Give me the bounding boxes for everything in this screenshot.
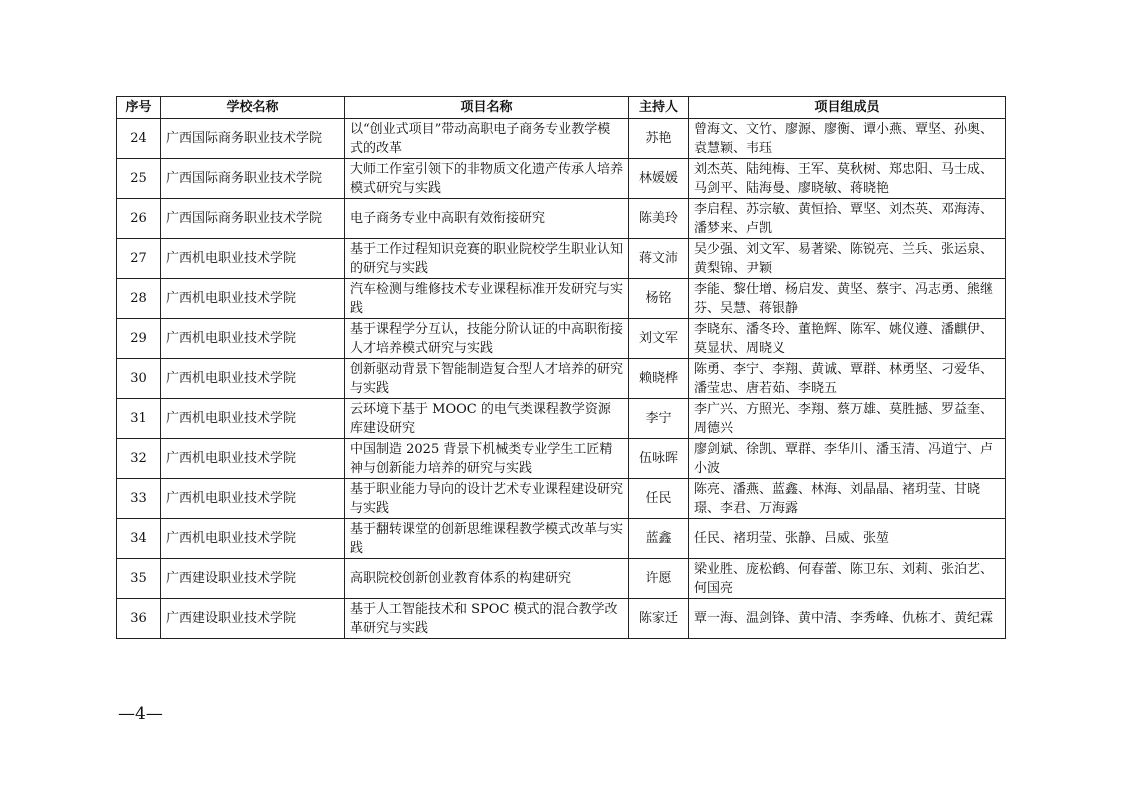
cell-members: 覃一海、温剑锋、黄中清、李秀峰、仇栋才、黄纪霖 [689,599,1006,639]
cell-school-name: 广西机电职业技术学院 [161,319,345,359]
cell-school-name: 广西建设职业技术学院 [161,599,345,639]
cell-project-name: 高职院校创新创业教育体系的构建研究 [345,559,629,599]
cell-host: 赖晓桦 [629,359,689,399]
cell-members: 李广兴、方照光、李翔、蔡万雄、莫胜撼、罗益奎、周德兴 [689,399,1006,439]
cell-members: 李能、黎仕增、杨启发、黄坚、蔡宇、冯志勇、熊继芬、吴慧、蒋银静 [689,279,1006,319]
cell-school-name: 广西机电职业技术学院 [161,479,345,519]
cell-host: 苏艳 [629,119,689,159]
cell-school-name: 广西机电职业技术学院 [161,399,345,439]
header-index: 序号 [117,97,161,119]
table-row [117,119,1006,159]
cell-index: 25 [117,159,161,199]
cell-members: 李晓东、潘冬玲、董艳辉、陈军、姚仪遵、潘麒伊、莫显状、周晓义 [689,319,1006,359]
table-body [117,119,1006,639]
cell-index: 35 [117,559,161,599]
table-row [117,399,1006,439]
cell-school-name: 广西机电职业技术学院 [161,359,345,399]
cell-host: 林媛媛 [629,159,689,199]
cell-project-name: 大师工作室引领下的非物质文化遗产传承人培养模式研究与实践 [345,159,629,199]
cell-project-name: 创新驱动背景下智能制造复合型人才培养的研究与实践 [345,359,629,399]
cell-members: 李启程、苏宗敏、黄恒拾、覃坚、刘杰英、邓海涛、潘梦来、卢凯 [689,199,1006,239]
table-header-row [117,97,1006,119]
project-list-table [116,96,1006,639]
cell-members: 刘杰英、陆纯梅、王军、莫秋树、郑忠阳、马士成、马剑平、陆海曼、廖晓敏、蒋晓艳 [689,159,1006,199]
cell-host: 李宁 [629,399,689,439]
cell-members: 梁业胜、庞松鹤、何春蕾、陈卫东、刘莉、张泊艺、何国亮 [689,559,1006,599]
cell-school-name: 广西机电职业技术学院 [161,279,345,319]
cell-host: 刘文军 [629,319,689,359]
cell-project-name: 电子商务专业中高职有效衔接研究 [345,199,629,239]
cell-project-name: 云环境下基于 MOOC 的电气类课程教学资源库建设研究 [345,399,629,439]
cell-index: 27 [117,239,161,279]
cell-host: 陈美玲 [629,199,689,239]
cell-school-name: 广西建设职业技术学院 [161,559,345,599]
header-host: 主持人 [629,97,689,119]
table-row [117,199,1006,239]
cell-host: 伍咏晖 [629,439,689,479]
cell-members: 曾海文、文竹、廖源、廖衡、谭小燕、覃坚、孙奥、袁慧颖、韦珏 [689,119,1006,159]
table-row [117,439,1006,479]
cell-host: 许愿 [629,559,689,599]
cell-project-name: 基于课程学分互认，技能分阶认证的中高职衔接人才培养模式研究与实践 [345,319,629,359]
header-members: 项目组成员 [689,97,1006,119]
cell-project-name: 以“创业式项目”带动高职电子商务专业教学模式的改革 [345,119,629,159]
table-row [117,279,1006,319]
cell-school-name: 广西国际商务职业技术学院 [161,199,345,239]
cell-members: 吴少强、刘文军、易著梁、陈锐亮、兰兵、张运泉、黄梨锦、尹颖 [689,239,1006,279]
table-row [117,599,1006,639]
cell-school-name: 广西机电职业技术学院 [161,239,345,279]
cell-members: 陈勇、李宁、李翔、黄诚、覃群、林勇坚、刁爱华、潘莹忠、唐若茹、李晓五 [689,359,1006,399]
cell-index: 36 [117,599,161,639]
cell-index: 26 [117,199,161,239]
header-school-name: 学校名称 [161,97,345,119]
cell-index: 29 [117,319,161,359]
cell-host: 蓝鑫 [629,519,689,559]
table-row [117,559,1006,599]
cell-school-name: 广西机电职业技术学院 [161,519,345,559]
table-row [117,319,1006,359]
table-row [117,519,1006,559]
cell-index: 34 [117,519,161,559]
cell-index: 31 [117,399,161,439]
cell-index: 28 [117,279,161,319]
cell-school-name: 广西机电职业技术学院 [161,439,345,479]
cell-index: 30 [117,359,161,399]
cell-school-name: 广西国际商务职业技术学院 [161,159,345,199]
table-row [117,239,1006,279]
cell-members: 廖剑斌、徐凯、覃群、李华川、潘玉清、冯道宁、卢小波 [689,439,1006,479]
cell-project-name: 汽车检测与维修技术专业课程标准开发研究与实践 [345,279,629,319]
cell-index: 33 [117,479,161,519]
cell-members: 陈亮、潘燕、蓝鑫、林海、刘晶晶、褚玥莹、甘晓璟、李君、万海露 [689,479,1006,519]
table-row [117,479,1006,519]
cell-host: 陈家迁 [629,599,689,639]
cell-project-name: 基于工作过程知识竞赛的职业院校学生职业认知的研究与实践 [345,239,629,279]
header-project-name: 项目名称 [345,97,629,119]
cell-school-name: 广西国际商务职业技术学院 [161,119,345,159]
page-number: —4— [118,704,163,724]
cell-project-name: 中国制造 2025 背景下机械类专业学生工匠精神与创新能力培养的研究与实践 [345,439,629,479]
cell-members: 任民、褚玥莹、张静、吕威、张堃 [689,519,1006,559]
cell-project-name: 基于职业能力导向的设计艺术专业课程建设研究与实践 [345,479,629,519]
cell-index: 24 [117,119,161,159]
cell-index: 32 [117,439,161,479]
cell-host: 杨铭 [629,279,689,319]
table-row [117,359,1006,399]
cell-host: 蒋文沛 [629,239,689,279]
cell-host: 任民 [629,479,689,519]
cell-project-name: 基于翻转课堂的创新思维课程教学模式改革与实践 [345,519,629,559]
cell-project-name: 基于人工智能技术和 SPOC 模式的混合教学改革研究与实践 [345,599,629,639]
table-row [117,159,1006,199]
